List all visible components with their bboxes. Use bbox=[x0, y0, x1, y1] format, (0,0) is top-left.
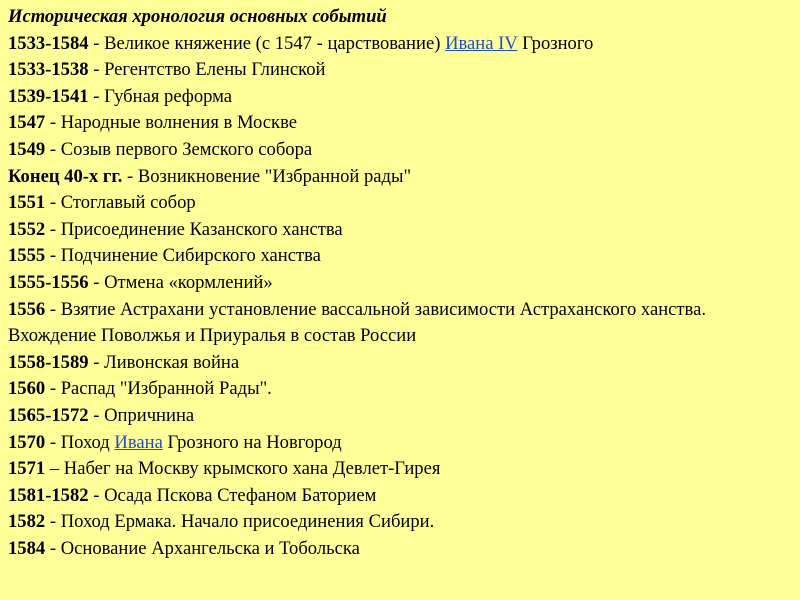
entry-date: 1539-1541 bbox=[8, 85, 89, 107]
chronology-entry bbox=[8, 509, 792, 536]
entry-date: 1570 bbox=[8, 431, 46, 453]
entry-text: Осада Пскова Стефаном Баторием bbox=[104, 484, 377, 506]
entry-date: 1571 bbox=[8, 458, 46, 480]
entry-text: Отмена «кормлений» bbox=[104, 271, 273, 293]
chronology-entry bbox=[8, 217, 792, 244]
entry-separator: - bbox=[45, 431, 61, 453]
ivan-iv-link[interactable]: Ивана IV bbox=[445, 32, 518, 54]
entry-separator: - bbox=[45, 138, 61, 160]
entry-text: Народные волнения в Москве bbox=[60, 112, 297, 134]
entry-separator: - bbox=[45, 112, 61, 134]
entry-date: 1555-1556 bbox=[8, 271, 89, 293]
entry-separator: - bbox=[45, 537, 61, 559]
entry-separator: - bbox=[88, 85, 105, 107]
entry-text: Подчинение Сибирского ханства bbox=[60, 245, 321, 267]
entry-text: Созыв первого Земского собора bbox=[60, 138, 313, 160]
chronology-entry bbox=[8, 31, 792, 58]
entry-date: 1533-1538 bbox=[8, 59, 89, 81]
entry-text: Взятие Астрахани установление вассальной зависимости Астраханского ханства. Вхождение Поволжья и Приуралья в состав России bbox=[8, 298, 706, 347]
chronology-entry bbox=[8, 536, 792, 563]
chronology-entry bbox=[8, 164, 792, 191]
entry-date: 1555 bbox=[8, 245, 46, 267]
entry-date: 1582 bbox=[8, 511, 46, 533]
entry-date: 1584 bbox=[8, 537, 46, 559]
entry-text: Поход bbox=[60, 431, 115, 453]
chronology-entry bbox=[8, 297, 792, 350]
entry-date: 1558-1589 bbox=[8, 351, 89, 373]
entry-text: Присоединение Казанского ханства bbox=[60, 218, 343, 240]
entry-separator: - bbox=[45, 298, 61, 320]
entry-text: Регентство Елены Глинской bbox=[104, 59, 326, 81]
chronology-entry bbox=[8, 137, 792, 164]
entry-separator: - bbox=[45, 511, 61, 533]
entry-text: Поход Ермака. Начало присоединения Сибири. bbox=[60, 511, 435, 533]
entry-separator: - bbox=[88, 484, 105, 506]
chronology-entry bbox=[8, 57, 792, 84]
chronology-entry bbox=[8, 84, 792, 111]
entry-separator: - bbox=[45, 218, 61, 240]
chronology-entry bbox=[8, 430, 792, 457]
entry-date: 1560 bbox=[8, 378, 46, 400]
entry-text: Грозного bbox=[517, 32, 594, 54]
entry-text: Распад "Избранной Рады". bbox=[60, 378, 272, 400]
entry-text: Великое княжение (с 1547 - царствование) bbox=[104, 32, 446, 54]
chronology-entry bbox=[8, 243, 792, 270]
chronology-title: Историческая хронология основных событий bbox=[8, 6, 387, 27]
entry-separator: – bbox=[45, 458, 64, 480]
entry-separator: - bbox=[88, 351, 105, 373]
entry-separator: - bbox=[88, 271, 105, 293]
chronology-entry bbox=[8, 483, 792, 510]
entry-date: 1565-1572 bbox=[8, 404, 89, 426]
chronology-entry bbox=[8, 376, 792, 403]
entry-text: Грозного на Новгород bbox=[162, 431, 342, 453]
chronology-entry bbox=[8, 270, 792, 297]
entry-date: 1533-1584 bbox=[8, 32, 89, 54]
entry-text: Основание Архангельска и Тобольска bbox=[60, 537, 360, 559]
chronology-entry bbox=[8, 350, 792, 377]
chronology-entry bbox=[8, 190, 792, 217]
entry-date: 1581-1582 bbox=[8, 484, 89, 506]
entry-separator: - bbox=[45, 245, 61, 267]
entry-separator: - bbox=[88, 59, 105, 81]
entry-separator: - bbox=[88, 404, 105, 426]
entry-text: Стоглавый собор bbox=[60, 192, 196, 214]
entry-date: 1552 bbox=[8, 218, 46, 240]
entry-date: Конец 40-х гг. bbox=[8, 165, 123, 187]
entry-date: 1547 bbox=[8, 112, 46, 134]
entry-text: Губная реформа bbox=[104, 85, 233, 107]
entry-text: Набег на Москву крымского хана Девлет-Гирея bbox=[63, 458, 441, 480]
entry-date: 1551 bbox=[8, 192, 46, 214]
entry-separator: - bbox=[45, 192, 61, 214]
ivan-link[interactable]: Ивана bbox=[114, 431, 163, 453]
entry-date: 1556 bbox=[8, 298, 46, 320]
entry-separator: - bbox=[45, 378, 61, 400]
chronology-entry bbox=[8, 403, 792, 430]
chronology-entry bbox=[8, 456, 792, 483]
entry-separator: - bbox=[122, 165, 138, 187]
chronology-entry bbox=[8, 110, 792, 137]
entry-separator: - bbox=[88, 32, 105, 54]
entry-text: Возникновение "Избранной рады" bbox=[137, 165, 412, 187]
entry-text: Опричнина bbox=[104, 404, 195, 426]
entry-date: 1549 bbox=[8, 138, 46, 160]
entry-text: Ливонская война bbox=[104, 351, 240, 373]
